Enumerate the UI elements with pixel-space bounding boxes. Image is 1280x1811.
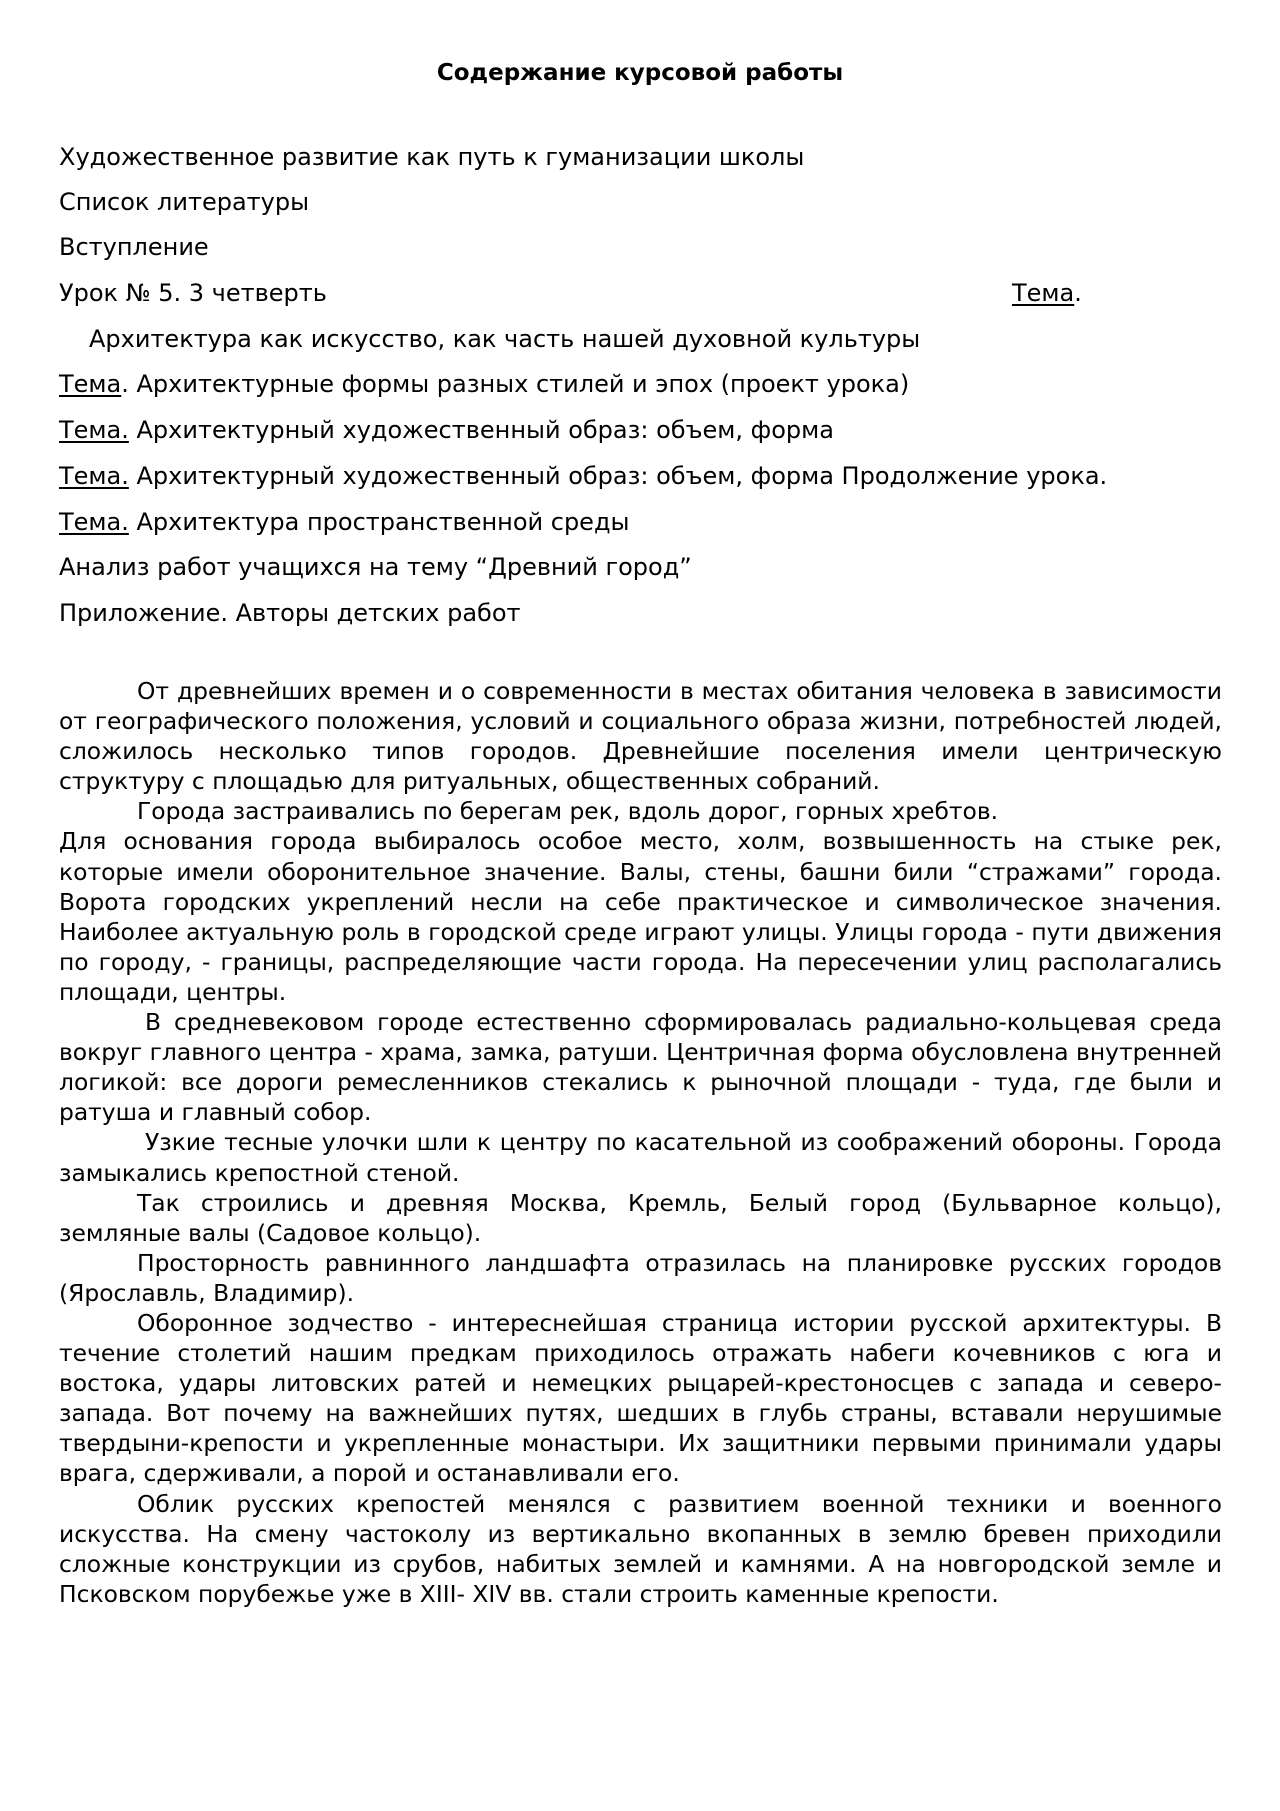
toc-item: Приложение. Авторы детских работ: [59, 599, 521, 627]
body-text: [59, 676, 1222, 1609]
paragraph: В средневековом городе естественно сформировалась радиально-кольцевая среда вокруг главного центра - храма, замка, ратуши. Центричная форма обусловлена внутренней логикой: все дороги ремесленников стекались к рыночной площади - туда, где были и ратуша и главный собор.: [59, 1008, 1222, 1127]
toc-item: Архитектура как искусство, как часть нашей духовной культуры: [89, 325, 921, 353]
toc-item-text: Архитектура пространственной среды: [128, 508, 630, 536]
toc-item: Урок № 5. 3 четверть: [59, 279, 327, 307]
toc-tema-label: Тема: [1012, 279, 1075, 307]
paragraph: Оборонное зодчество - интереснейшая страница истории русской архитектуры. В течение столетий нашим предкам приходилось отражать набеги кочевников с юга и востока, удары литовских ратей и немецких рыцарей-крестоносцев с запада и северо-запада. Вот почему на важнейших путях, шедших в глубь страны, вставали нерушимые твердыни-крепости и укрепленные монастыри. Их защитники первыми принимали удары врага, сдерживали, а порой и останавливали его.: [59, 1308, 1222, 1488]
paragraph: Просторность равнинного ландшафта отразилась на планировке русских городов (Ярославль, Владимир).: [59, 1248, 1222, 1307]
toc-item-text: Архитектурный художественный образ: объем, форма Продолжение урока.: [128, 462, 1108, 490]
toc-item: [59, 507, 630, 537]
toc-item: [59, 461, 1107, 491]
toc-item: Список литературы: [59, 188, 310, 216]
toc-tema-label: Тема.: [59, 508, 129, 536]
toc-item: [59, 415, 834, 445]
toc-item-text: . Архитектурные формы разных стилей и эпох (проект урока): [121, 370, 910, 398]
toc-tema-label: Тема.: [59, 462, 129, 490]
paragraph: Города застраивались по берегам рек, вдоль дорог, горных хребтов.: [137, 797, 999, 826]
paragraph: Так строились и древняя Москва, Кремль, Белый город (Бульварное кольцо), земляные валы (Садовое кольцо).: [59, 1188, 1222, 1247]
toc-item: Художественное развитие как путь к гуманизации школы: [59, 143, 805, 171]
toc-item-text: Архитектурный художественный образ: объем, форма: [128, 416, 834, 444]
toc-tema-label: Тема: [59, 370, 122, 398]
toc-item: [59, 369, 909, 399]
toc-tema-label: Тема.: [59, 416, 129, 444]
paragraph: Узкие тесные улочки шли к центру по касательной из соображений обороны. Города замыкались крепостной стеной.: [59, 1128, 1222, 1187]
toc-item-tema: [1012, 278, 1082, 308]
document-title: Содержание курсовой работы: [436, 60, 844, 86]
toc-item: Вступление: [59, 233, 209, 261]
toc-tema-dot: .: [1074, 279, 1082, 307]
paragraph: Облик русских крепостей менялся с развитием военной техники и военного искусства. На смену частоколу из вертикально вкопанных в землю бревен приходили сложные конструкции из срубов, набитых землей и камнями. А на новгородской земле и Псковском порубежье уже в XIII- XIV вв. стали строить каменные крепости.: [59, 1489, 1222, 1608]
paragraph: От древнейших времен и о современности в местах обитания человека в зависимости от географического положения, условий и социального образа жизни, потребностей людей, сложилось несколько типов городов. Древнейшие поселения имели центрическую структуру с площадью для ритуальных, общественных собраний.: [59, 677, 1222, 796]
paragraph: Для основания города выбиралось особое место, холм, возвышенность на стыке рек, которые имели оборонительное значение. Валы, стены, башни били “стражами” города. Ворота городских укреплений несли на себе практическое и символическое значения. Наиболее актуальную роль в городской среде играют улицы. Улицы города - пути движения по городу, - границы, распределяющие части города. На пересечении улиц располагались площади, центры.: [59, 827, 1222, 1006]
toc-item: Анализ работ учащихся на тему “Древний город”: [59, 553, 692, 581]
